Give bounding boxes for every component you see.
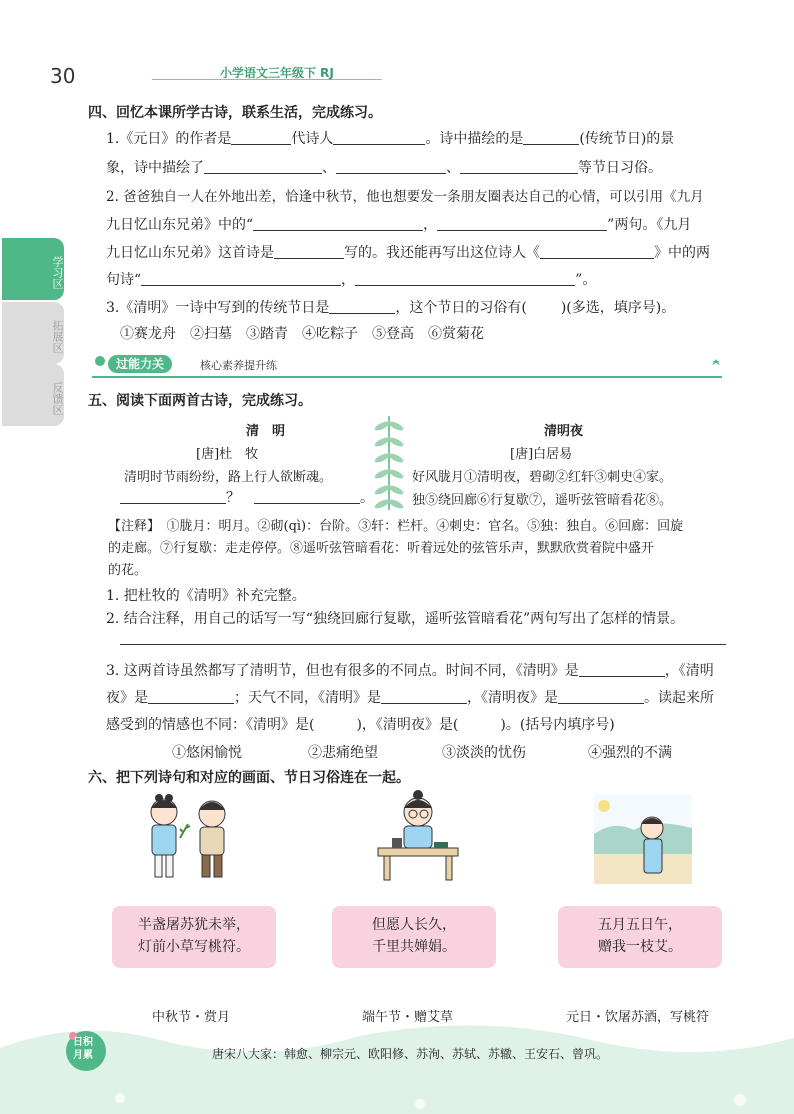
section4-q1-line1: [106, 127, 674, 151]
card-line: 五月五日午，: [598, 917, 682, 933]
text: ？: [226, 490, 240, 506]
text: ”两句。《九月: [607, 217, 692, 233]
card-line: 赠我一枝艾。: [598, 939, 682, 955]
card-line: 千里共婵娟。: [372, 939, 456, 955]
poem2-line2: 独⑤绕回廊⑥行复歇⑦，遥听弦管暗看花⑧。: [412, 493, 673, 508]
blank-field[interactable]: [523, 131, 579, 145]
child-writing-illustration-icon[interactable]: [370, 790, 470, 890]
section4-q3-line1: [106, 296, 675, 320]
side-tab-expand[interactable]: 拓展区: [2, 302, 64, 364]
text: 3. 这两首诗虽然都写了清明节，但也有很多的不同点。时间不同，《清明》是: [106, 663, 579, 679]
blank-field[interactable]: [336, 160, 446, 174]
text: 1.《元日》的作者是: [106, 131, 232, 147]
notes-line1: 【注释】 ①胧月：明月。②砌(qì)：台阶。③轩：栏杆。④刺史：官名。⑤独：独自。⑥回廊：回旋: [108, 519, 684, 534]
text: 象，诗中描绘了: [106, 160, 204, 176]
badge-line: 月累: [73, 1050, 93, 1061]
text: (传统节日)的景: [579, 131, 675, 147]
blank-field[interactable]: [540, 245, 654, 259]
text: 。: [360, 490, 374, 506]
blank-field[interactable]: [120, 490, 226, 504]
blank-field[interactable]: [437, 217, 607, 231]
section5-q3-line3: 感受到的情感也不同：《清明》是( )，《清明夜》是( )。(括号内填序号): [106, 717, 615, 733]
section5-q3-line1: [106, 659, 714, 683]
blank-field[interactable]: [558, 690, 644, 704]
section4-title: 四、回忆本课所学古诗，联系生活，完成练习。: [88, 105, 382, 121]
text: 代诗人: [291, 131, 334, 147]
banner-subtitle: 核心素养提升练: [200, 359, 277, 372]
card-line: 半盏屠苏犹未举，: [138, 917, 250, 933]
text: 写的。我还能再写出这位诗人《: [344, 245, 540, 261]
blank-field[interactable]: [381, 690, 467, 704]
section4-q2-line1: 2. 爸爸独自一人在外地出差，恰逢中秋节，他也想要发一条朋友圈表达自己的心情，可以引用《九月: [106, 189, 704, 205]
text: 3.《清明》一诗中写到的传统节日是: [106, 300, 330, 316]
section4-q2-line3: [106, 241, 710, 265]
badge-line: 日积: [73, 1037, 93, 1048]
banner-decoration: [92, 355, 722, 367]
side-tab-feedback[interactable]: 反馈区: [2, 364, 64, 426]
text: ，: [423, 217, 438, 233]
section4-q2-line4: [106, 268, 596, 292]
text: ，: [341, 272, 356, 288]
text: 九日忆山东兄弟》这首诗是: [106, 245, 274, 261]
poem-card-3[interactable]: [558, 906, 722, 968]
blank-field[interactable]: [355, 272, 575, 286]
text: ；天气不同，《清明》是: [234, 690, 381, 706]
poem-card-1[interactable]: [112, 906, 276, 968]
text: ，《清明夜》是: [467, 690, 558, 706]
poem1-line1: 清明时节雨纷纷，路上行人欲断魂。: [124, 470, 333, 485]
blank-field[interactable]: [204, 160, 322, 174]
two-children-illustration-icon[interactable]: [128, 790, 248, 886]
banner-badge: 过能力关: [108, 355, 172, 373]
blank-field[interactable]: [148, 690, 234, 704]
blank-field[interactable]: [231, 131, 291, 145]
section5-q2: 2. 结合注释，用自己的话写一写“独绕回廊行复歇，遥听弦管暗看花”两句写出了怎样的情景。: [106, 611, 685, 627]
text: ”。: [575, 272, 597, 288]
section5-option-4: ④强烈的不满: [588, 745, 672, 761]
text: 。读起来所: [644, 690, 714, 706]
page-number: 30: [50, 64, 76, 88]
side-tab-study[interactable]: 学习区: [2, 238, 64, 300]
poem2-author: [唐]白居易: [510, 447, 573, 462]
text: ，《清明: [664, 663, 714, 679]
section5-option-3: ③淡淡的忧伤: [442, 745, 526, 761]
poem1-title: 清 明: [246, 424, 286, 439]
section4-q2-line2: [106, 213, 691, 237]
blank-field[interactable]: [141, 272, 341, 286]
festival-dragon-boat[interactable]: 端午节・赠艾草: [362, 1010, 454, 1025]
blank-field[interactable]: [579, 663, 665, 677]
text: 、: [322, 160, 336, 176]
blank-field[interactable]: [274, 245, 344, 259]
blank-field[interactable]: [333, 131, 425, 145]
section5-q1: 1. 把杜牧的《清明》补充完整。: [106, 588, 306, 604]
section5-option-1: ①悠闲愉悦: [172, 745, 242, 761]
festival-new-year[interactable]: 元日・饮屠苏酒，写桃符: [566, 1010, 710, 1025]
blank-field[interactable]: [254, 490, 360, 504]
text: ，这个节日的习俗有(: [395, 300, 527, 316]
section5-option-2: ②悲痛绝望: [308, 745, 378, 761]
poem2-title: 清明夜: [544, 424, 584, 439]
text: 、: [446, 160, 460, 176]
badge-text: [73, 1036, 93, 1062]
footer-background: [0, 1018, 794, 1114]
banner-divider: [92, 376, 722, 378]
section4-q1-line2: [106, 156, 662, 180]
text: 夜》是: [106, 690, 148, 706]
blank-field[interactable]: [460, 160, 578, 174]
festival-mid-autumn[interactable]: 中秋节・赏月: [152, 1010, 231, 1025]
poem1-line2: [120, 486, 374, 510]
answer-line[interactable]: [120, 644, 726, 645]
blank-field[interactable]: [253, 217, 423, 231]
text: 》中的两: [654, 245, 710, 261]
blank-field[interactable]: [329, 300, 395, 314]
card-line: 灯前小草写桃符。: [138, 939, 250, 955]
footer-badge: [65, 1030, 107, 1072]
poem-card-2[interactable]: [332, 906, 496, 968]
section5-q3-line2: [106, 686, 714, 710]
child-moon-scene-illustration-icon[interactable]: [594, 794, 692, 884]
section4-q3-options: ①赛龙舟 ②扫墓 ③踏青 ④吃粽子 ⑤登高 ⑥赏菊花: [120, 326, 484, 342]
text: )(多选，填序号)。: [560, 300, 676, 316]
text: 。诗中描绘的是: [425, 131, 524, 147]
header-title: 小学语文三年级下 RJ: [220, 66, 334, 80]
text: 等节日习俗。: [578, 160, 662, 176]
card-line: 但愿人长久，: [372, 917, 456, 933]
bamboo-divider-icon: [374, 414, 404, 512]
notes-line3: 的花。: [108, 563, 148, 578]
text: 九日忆山东兄弟》中的“: [106, 217, 254, 233]
footer-text: 唐宋八大家：韩愈、柳宗元、欧阳修、苏洵、苏轼、苏辙、王安石、曾巩。: [212, 1047, 609, 1061]
poem1-author: [唐]杜 牧: [196, 447, 259, 462]
poem2-line1: 好风胧月①清明夜，碧砌②红轩③刺史④家。: [412, 470, 673, 485]
section5-title: 五、阅读下面两首古诗，完成练习。: [88, 393, 312, 409]
text: 句诗“: [106, 272, 142, 288]
section6-title: 六、把下列诗句和对应的画面、节日习俗连在一起。: [88, 770, 410, 786]
notes-line2: 的走廊。⑦行复歇：走走停停。⑧遥听弦管暗看花：听着远处的弦管乐声，默默欣赏着院中盛开: [108, 541, 655, 556]
